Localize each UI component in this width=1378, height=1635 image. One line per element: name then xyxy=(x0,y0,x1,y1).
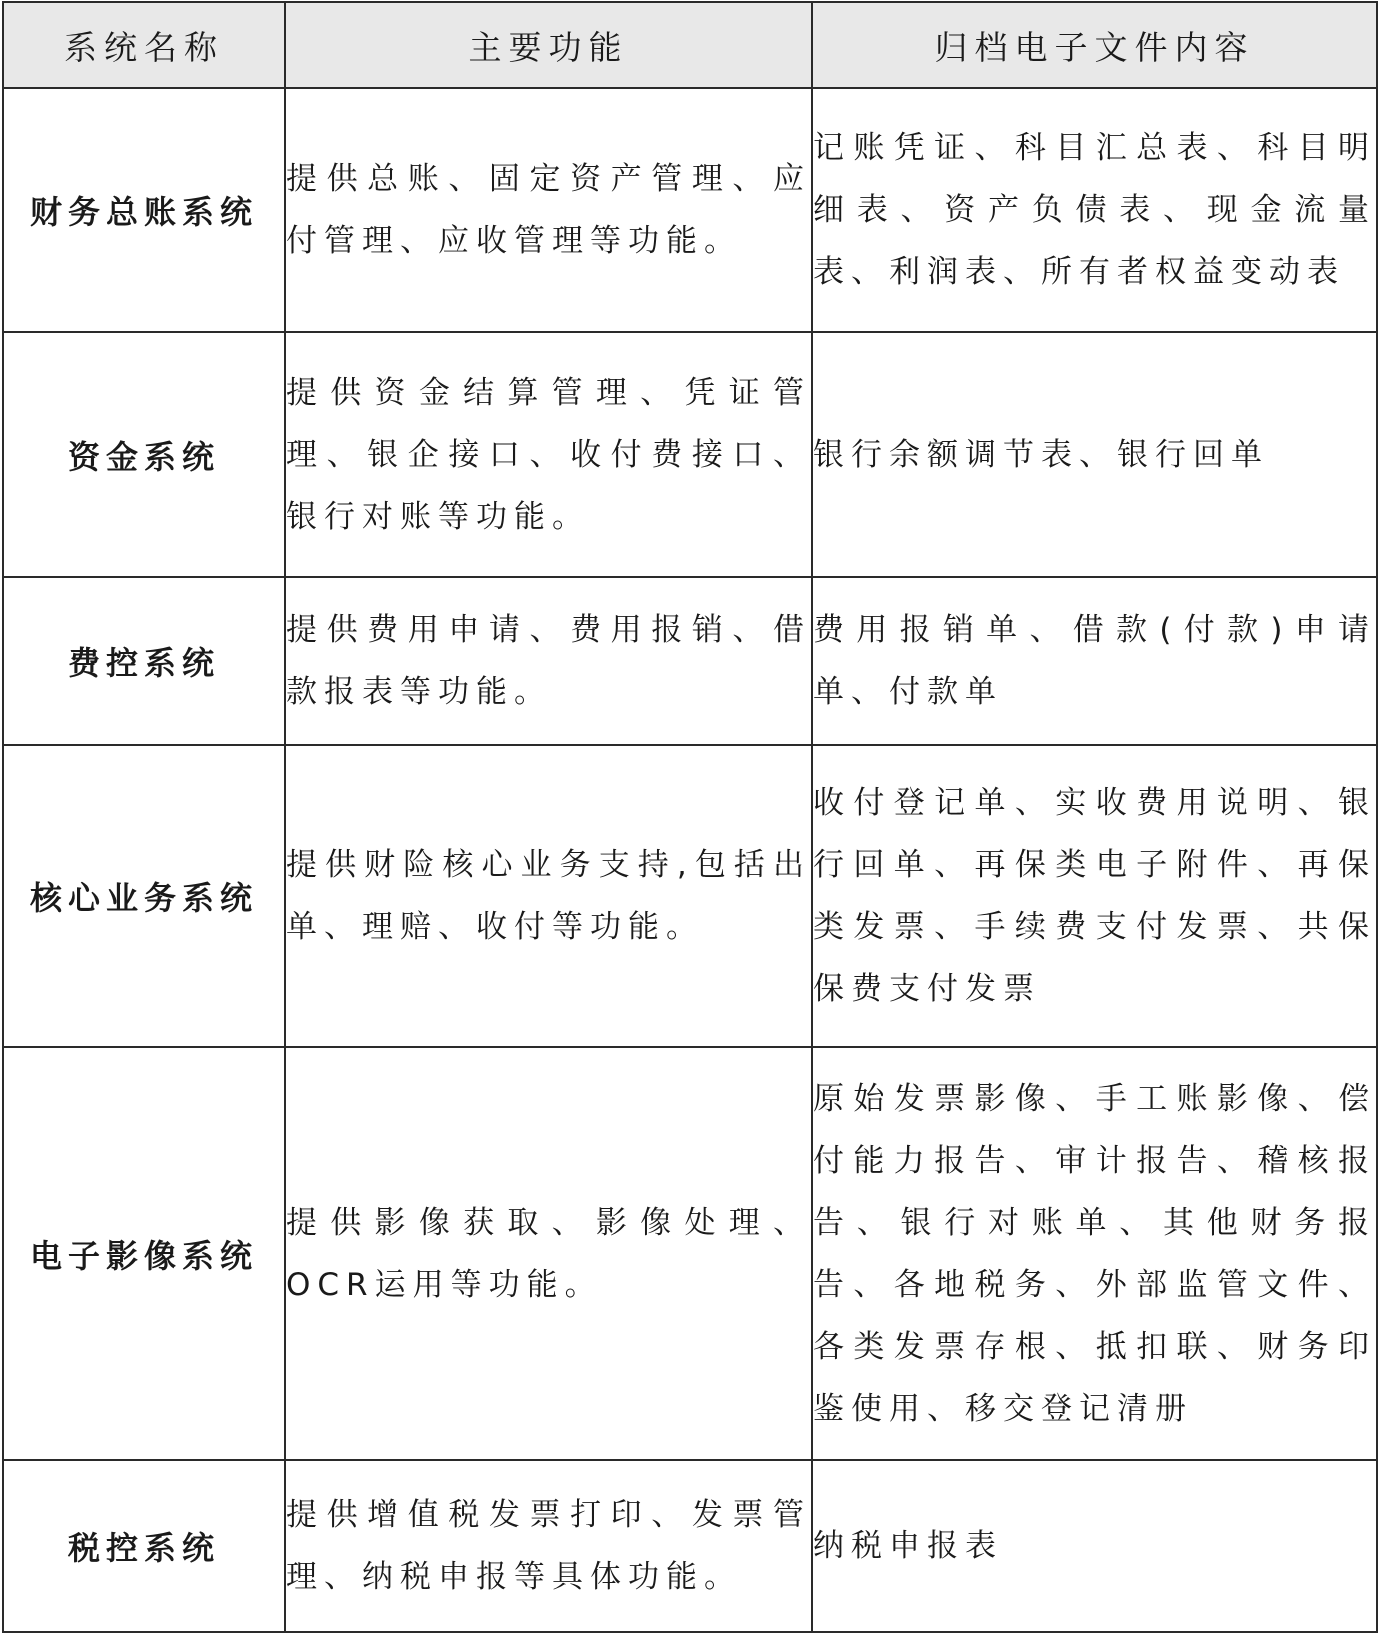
files-cell xyxy=(812,1460,1377,1632)
function-text: 提供影像获取、影像处理、OCR运用等功能。 xyxy=(286,1204,811,1303)
files-cell xyxy=(812,332,1377,577)
function-text: 提供增值税发票打印、发票管理、纳税申报等具体功能。 xyxy=(286,1497,811,1595)
header-main-function: 主要功能 xyxy=(285,2,812,88)
system-name-cell: 资金系统 xyxy=(3,332,285,577)
function-cell xyxy=(285,332,812,577)
table-row xyxy=(3,88,1377,332)
table-row xyxy=(3,1460,1377,1632)
system-table xyxy=(2,1,1378,1633)
system-name-cell: 电子影像系统 xyxy=(3,1047,285,1460)
function-text: 提供财险核心业务支持,包括出单、理赔、收付等功能。 xyxy=(286,847,811,945)
header-archived-files: 归档电子文件内容 xyxy=(812,2,1377,88)
function-cell xyxy=(285,577,812,745)
function-text: 提供资金结算管理、凭证管理、银企接口、收付费接口、银行对账等功能。 xyxy=(286,374,811,535)
files-text: 费用报销单、借款(付款)申请单、付款单 xyxy=(813,612,1376,710)
files-cell xyxy=(812,745,1377,1047)
files-text: 收付登记单、实收费用说明、银行回单、再保类电子附件、再保类发票、手续费支付发票、共保保费支付发票 xyxy=(813,785,1376,1007)
function-cell xyxy=(285,745,812,1047)
files-cell xyxy=(812,88,1377,332)
files-cell xyxy=(812,1047,1377,1460)
function-text: 提供总账、固定资产管理、应付管理、应收管理等功能。 xyxy=(286,161,811,259)
system-name-cell: 财务总账系统 xyxy=(3,88,285,332)
header-system-name: 系统名称 xyxy=(3,2,285,88)
table-row xyxy=(3,745,1377,1047)
system-name-cell: 税控系统 xyxy=(3,1460,285,1632)
system-name-cell: 核心业务系统 xyxy=(3,745,285,1047)
function-text: 提供费用申请、费用报销、借款报表等功能。 xyxy=(286,612,811,710)
files-text: 纳税申报表 xyxy=(813,1528,1003,1564)
files-text: 原始发票影像、手工账影像、偿付能力报告、审计报告、稽核报告、银行对账单、其他财务报告、各地税务、外部监管文件、各类发票存根、抵扣联、财务印鉴使用、移交登记清册 xyxy=(813,1080,1376,1427)
files-text: 银行余额调节表、银行回单 xyxy=(813,436,1269,473)
table-row xyxy=(3,332,1377,577)
function-cell xyxy=(285,1460,812,1632)
function-cell xyxy=(285,1047,812,1460)
function-cell xyxy=(285,88,812,332)
files-cell xyxy=(812,577,1377,745)
table-row xyxy=(3,1047,1377,1460)
files-text: 记账凭证、科目汇总表、科目明细表、资产负债表、现金流量表、利润表、所有者权益变动表 xyxy=(813,130,1376,290)
system-name-cell: 费控系统 xyxy=(3,577,285,745)
table-row xyxy=(3,577,1377,745)
header-row xyxy=(3,2,1377,88)
